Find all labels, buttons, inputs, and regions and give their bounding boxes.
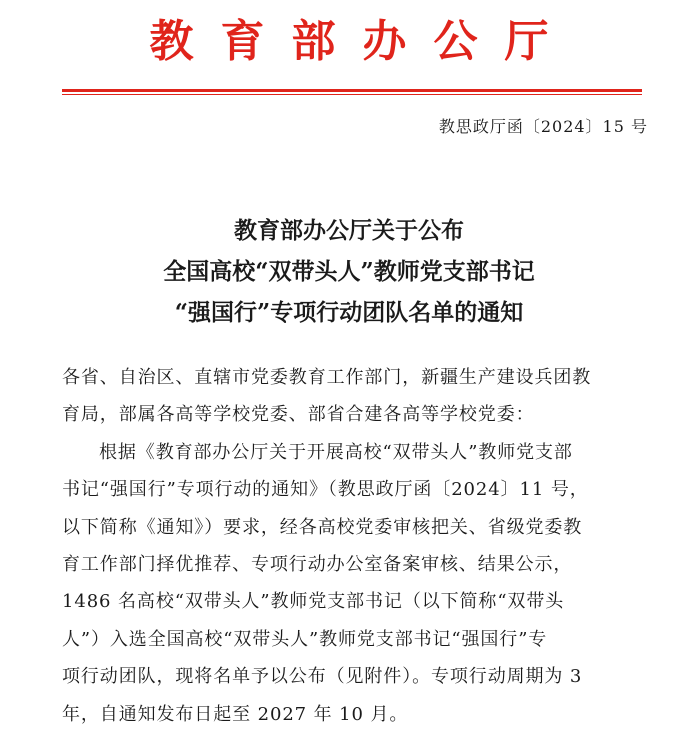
paragraph-line: 育工作部门择优推荐、专项行动办公室备案审核、结果公示， (62, 554, 573, 576)
paragraph-line: 年，自通知发布日起至 2027 年 10 月。 (62, 703, 409, 725)
paragraph-line: 书记“强国行”专项行动的通知》（教思政厅函〔2024〕11 号， (62, 479, 589, 501)
paragraph-line: 以下简称《通知》）要求，经各高校党委审核把关、省级党委教 (62, 516, 583, 538)
title-line-1: 教育部办公厅关于公布 (234, 217, 464, 244)
title-line-2: 全国高校“双带头人”教师党支部书记 (163, 258, 535, 285)
paragraph-line: 1486 名高校“双带头人”教师党支部书记（以下简称“双带头 (62, 591, 565, 613)
paragraph-line: 人”）入选全国高校“双带头人”教师党支部书记“强国行”专 (62, 628, 548, 650)
addressee-line: 各省、自治区、直辖市党委教育工作部门，新疆生产建设兵团教 (62, 367, 592, 388)
document-body (62, 359, 642, 733)
title-line-3: “强国行”专项行动团队名单的通知 (174, 299, 524, 326)
header-red-rule-thin (62, 94, 642, 95)
paragraph-line: 根据《教育部办公厅关于开展高校“双带头人”教师党支部 (99, 441, 573, 463)
addressee-line: 育局，部属各高等学校党委、部省合建各高等学校党委： (62, 404, 535, 426)
issuer-header-title: 教育部办公厅 (149, 16, 576, 67)
paragraph-line: 项行动团队，现将名单予以公布（见附件）。专项行动周期为 3 (62, 666, 583, 688)
header-red-rule-thick (62, 89, 642, 92)
document-number: 教思政厅函〔2024〕15 号 (438, 117, 648, 136)
document-title (0, 210, 698, 333)
